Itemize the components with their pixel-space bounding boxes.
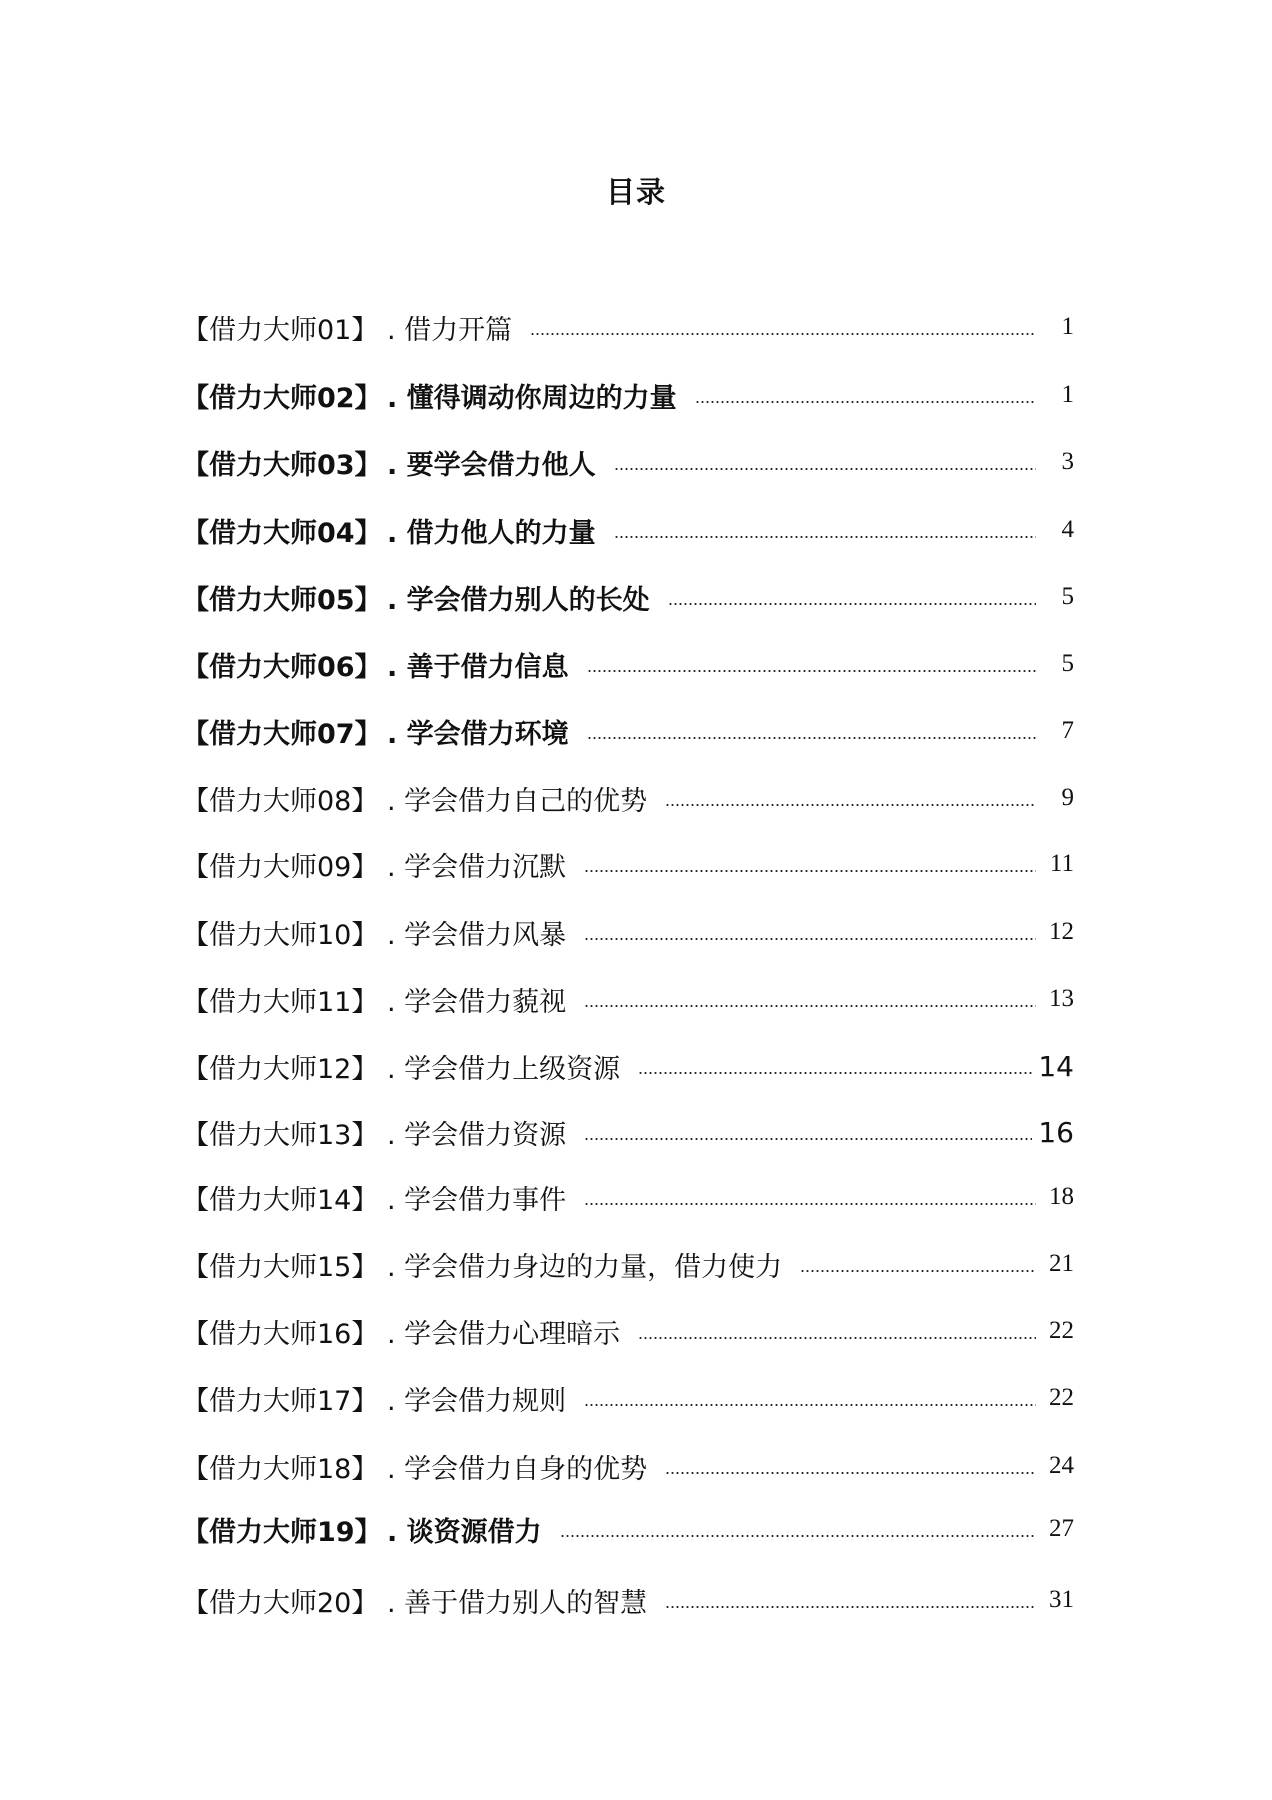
- dot-leader: [638, 1337, 1036, 1339]
- toc-entry-page-number: 14: [1038, 1049, 1074, 1083]
- toc-entry-tag: 【借力大师20】: [182, 1587, 379, 1619]
- toc-entry-title: . 学会借力身边的力量，借力使力: [387, 1251, 783, 1283]
- toc-entry[interactable]: [182, 306, 1074, 348]
- toc-entry[interactable]: [182, 843, 1074, 885]
- toc-entry-page-number: 27: [1049, 1515, 1074, 1542]
- toc-entry-page-number: 21: [1049, 1250, 1074, 1277]
- toc-entry-tag: 【借力大师06】: [182, 651, 382, 683]
- toc-entry-tag: 【借力大师12】: [182, 1053, 379, 1085]
- toc-entry-page-number: 12: [1049, 918, 1074, 945]
- toc-entry[interactable]: [182, 1508, 1074, 1550]
- toc-entry-tag: 【借力大师07】: [182, 718, 382, 750]
- toc-entry[interactable]: [182, 576, 1074, 618]
- toc-entry-page-number: 22: [1049, 1317, 1074, 1344]
- toc-entry[interactable]: [182, 1045, 1074, 1087]
- toc-entry[interactable]: [182, 1377, 1074, 1419]
- dot-leader: [584, 1138, 1032, 1140]
- toc-entry[interactable]: [182, 1579, 1074, 1621]
- toc-entry-page-number: 4: [1061, 516, 1074, 543]
- toc-entry-page-number: 9: [1061, 784, 1074, 811]
- toc-entry-title: . 学会借力风暴: [387, 919, 567, 951]
- toc-entry-tag: 【借力大师17】: [182, 1385, 379, 1417]
- dot-leader: [614, 468, 1036, 470]
- toc-entry[interactable]: [182, 374, 1074, 416]
- toc-entry-tag: 【借力大师05】: [182, 584, 382, 616]
- dot-leader: [665, 1606, 1036, 1608]
- toc-entry-tag: 【借力大师18】: [182, 1453, 379, 1485]
- toc-entry[interactable]: [182, 978, 1074, 1020]
- toc-entry[interactable]: [182, 911, 1074, 953]
- toc-entry-page-number: 3: [1061, 448, 1074, 475]
- toc-entry-title: . 学会借力事件: [387, 1184, 567, 1216]
- toc-entry-title: . 学会借力规则: [387, 1385, 567, 1417]
- toc-entry-page-number: 16: [1038, 1115, 1074, 1149]
- toc-entry-tag: 【借力大师19】: [182, 1516, 382, 1548]
- toc-entry[interactable]: [182, 1176, 1074, 1218]
- toc-entry-title: . 学会借力藐视: [387, 986, 567, 1018]
- toc-entry-page-number: 31: [1049, 1586, 1074, 1613]
- toc-entry-tag: 【借力大师04】: [182, 517, 382, 549]
- toc-entry-tag: 【借力大师10】: [182, 919, 379, 951]
- toc-entry-title: . 学会借力别人的长处: [387, 584, 650, 616]
- dot-leader: [800, 1270, 1036, 1272]
- toc-entry-title: . 学会借力环境: [387, 718, 569, 750]
- toc-entry-tag: 【借力大师13】: [182, 1119, 379, 1151]
- toc-entry-title: . 借力他人的力量: [387, 517, 596, 549]
- toc-entry-page-number: 5: [1061, 583, 1074, 610]
- dot-leader: [584, 938, 1036, 940]
- toc-entry-tag: 【借力大师16】: [182, 1318, 379, 1350]
- toc-entry-page-number: 13: [1049, 985, 1074, 1012]
- toc-entry-page-number: 7: [1061, 717, 1074, 744]
- dot-leader: [587, 670, 1036, 672]
- toc-entry-title: . 学会借力沉默: [387, 851, 567, 883]
- toc-entry-tag: 【借力大师15】: [182, 1251, 379, 1283]
- toc-entry[interactable]: [182, 1310, 1074, 1352]
- toc-entry-tag: 【借力大师09】: [182, 851, 379, 883]
- toc-entry-title: . 谈资源借力: [387, 1516, 542, 1548]
- toc-entry-title: . 要学会借力他人: [387, 449, 596, 481]
- dot-leader: [695, 401, 1036, 403]
- toc-entry-tag: 【借力大师11】: [182, 986, 379, 1018]
- toc-entry-title: . 善于借力信息: [387, 651, 569, 683]
- toc-entry-tag: 【借力大师02】: [182, 382, 382, 414]
- toc-entry[interactable]: [182, 643, 1074, 685]
- dot-leader: [584, 1404, 1036, 1406]
- toc-entry-tag: 【借力大师14】: [182, 1184, 379, 1216]
- dot-leader: [668, 603, 1036, 605]
- page-title: 目录: [605, 175, 666, 209]
- toc-entry[interactable]: [182, 710, 1074, 752]
- dot-leader: [638, 1072, 1032, 1074]
- dot-leader: [584, 870, 1036, 872]
- toc-entry[interactable]: [182, 1111, 1074, 1153]
- dot-leader: [560, 1535, 1036, 1537]
- dot-leader: [665, 804, 1036, 806]
- toc-entry[interactable]: [182, 441, 1074, 483]
- toc-entry-tag: 【借力大师01】: [182, 314, 379, 346]
- dot-leader: [614, 536, 1036, 538]
- toc-entry-page-number: 18: [1049, 1183, 1074, 1210]
- toc-entry-title: . 学会借力自己的优势: [387, 785, 648, 817]
- dot-leader: [584, 1005, 1036, 1007]
- toc-entry-page-number: 11: [1049, 850, 1074, 877]
- toc-entry-page-number: 24: [1049, 1452, 1074, 1479]
- toc-entry-title: . 学会借力资源: [387, 1119, 567, 1151]
- toc-entry-tag: 【借力大师08】: [182, 785, 379, 817]
- toc-entry-title: . 学会借力自身的优势: [387, 1453, 648, 1485]
- toc-entry[interactable]: [182, 1243, 1074, 1285]
- toc-entry-title: . 善于借力别人的智慧: [387, 1587, 648, 1619]
- dot-leader: [530, 333, 1036, 335]
- toc-entry-page-number: 1: [1061, 381, 1074, 408]
- toc-entry-title: . 借力开篇: [387, 314, 513, 346]
- toc-entry-title: . 懂得调动你周边的力量: [387, 382, 677, 414]
- toc-entry-page-number: 22: [1049, 1384, 1074, 1411]
- toc-entry-page-number: 1: [1061, 313, 1074, 340]
- dot-leader: [584, 1203, 1036, 1205]
- toc-entry-title: . 学会借力上级资源: [387, 1053, 621, 1085]
- toc-entry-page-number: 5: [1061, 650, 1074, 677]
- toc-entry-title: . 学会借力心理暗示: [387, 1318, 621, 1350]
- dot-leader: [665, 1472, 1036, 1474]
- toc-entry-tag: 【借力大师03】: [182, 449, 382, 481]
- toc-entry[interactable]: [182, 509, 1074, 551]
- dot-leader: [587, 737, 1036, 739]
- toc-entry[interactable]: [182, 777, 1074, 819]
- toc-entry[interactable]: [182, 1445, 1074, 1487]
